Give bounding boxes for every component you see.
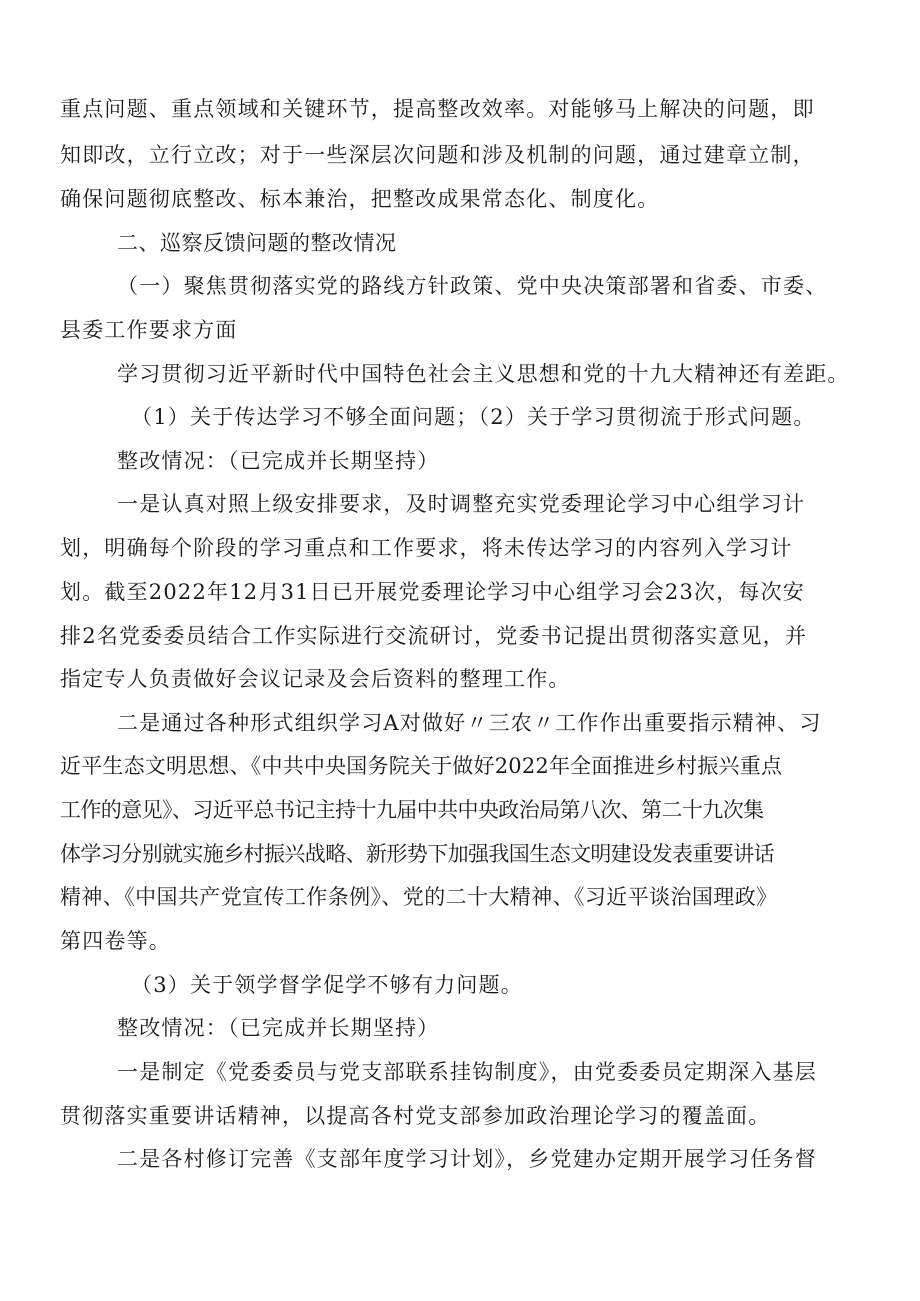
rectification-status: 整改情况：（已完成并长期坚持）: [117, 449, 440, 473]
paragraph-line: 近平生态文明思想、《中共中央国务院关于做好2022年全面推进乡村振兴重点: [60, 754, 783, 778]
paragraph-line: 排2名党委委员结合工作实际进行交流研讨，党委书记提出贯彻落实意见，并: [60, 624, 808, 648]
subsection-heading: （一）聚焦贯彻落实党的路线方针政策、党中央决策部署和省委、市委、: [117, 274, 828, 298]
paragraph-line: 贯彻落实重要讲话精神，以提高各村党支部参加政治理论学习的覆盖面。: [60, 1104, 771, 1128]
paragraph-line: 划。截至2022年12月31日已开展党委理论学习中心组学习会23次，每次安: [60, 580, 806, 604]
paragraph-line: 重点问题、重点领域和关键环节，提高整改效率。对能够马上解决的问题，即: [60, 97, 815, 121]
paragraph-line: 二是各村修订完善《支部年度学习计划》，乡党建办定期开展学习任务督: [117, 1147, 817, 1171]
paragraph-line: 知即改，立行立改；对于一些深层次问题和涉及机制的问题，通过建章立制，: [60, 143, 815, 167]
paragraph-line: 工作的意见》、习近平总书记主持十九届中共中央政治局第八次、第二十九次集: [60, 798, 764, 822]
paragraph-line: 第四卷等。: [60, 929, 171, 953]
paragraph-line: 划，明确每个阶段的学习重点和工作要求，将未传达学习的内容列入学习计: [60, 536, 793, 560]
subsection-heading-cont: 县委工作要求方面: [60, 318, 238, 342]
paragraph-line: 一是认真对照上级安排要求，及时调整充实党委理论学习中心组学习计: [117, 492, 806, 516]
section-heading: 二、巡察反馈问题的整改情况: [117, 231, 397, 255]
rectification-status: 整改情况：（已完成并长期坚持）: [117, 1016, 440, 1040]
paragraph-line: 一是制定《党委委员与党支部联系挂钩制度》，由党委委员定期深入基层: [117, 1060, 817, 1084]
paragraph-line: 二是通过各种形式组织学习A对做好〃三农〃工作作出重要指示精神、习: [117, 711, 822, 735]
paragraph-line: 体学习分别就实施乡村振兴战略、新形势下加强我国生态文明建设发表重要讲话: [60, 842, 774, 866]
paragraph-line: 指定专人负责做好会议记录及会后资料的整理工作。: [60, 667, 571, 691]
issue-items: （1）关于传达学习不够全面问题；（2）关于学习贯彻流于形式问题。: [131, 405, 816, 429]
paragraph-line: 确保问题彻底整改、标本兼治，把整改成果常态化、制度化。: [60, 187, 660, 211]
issue-statement: 学习贯彻习近平新时代中国特色社会主义思想和党的十九大精神还有差距。: [117, 362, 850, 386]
paragraph-line: 精神、《中国共产党宣传工作条例》、党的二十大精神、《习近平谈治国理政》: [60, 885, 778, 909]
issue-item: （3）关于领学督学促学不够有力问题。: [131, 973, 523, 997]
